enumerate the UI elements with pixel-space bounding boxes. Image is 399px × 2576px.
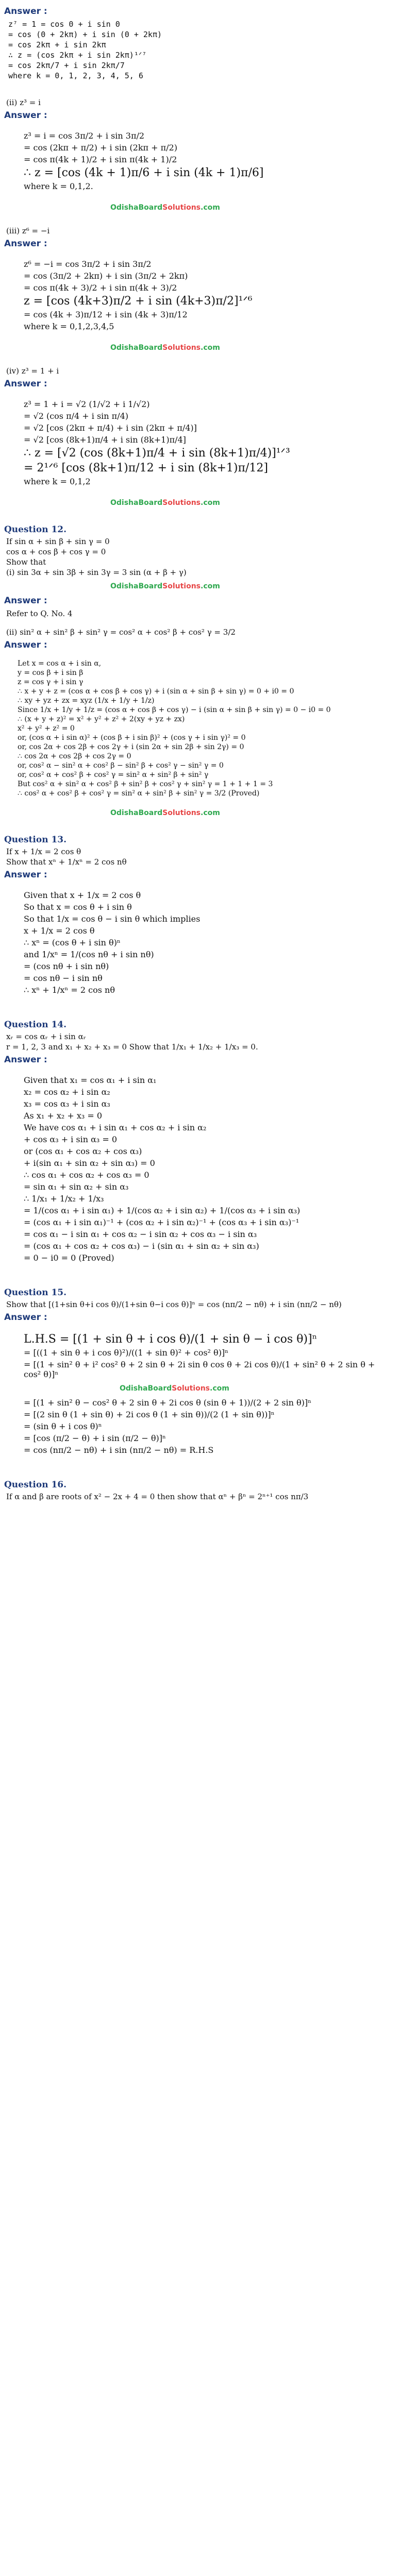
- q14-statement-1: xᵣ = cos αᵣ + i sin αᵣ: [6, 1032, 86, 1041]
- q12-answer2-box: [5, 653, 397, 804]
- q12-a2-line-9: or, (cos α + i sin α)² + (cos β + i sin β)² + (cos γ + i sin γ)² = 0: [18, 734, 246, 742]
- section-iii: [0, 222, 399, 362]
- q12-a2-line-12: or, cos² α − sin² α + cos² β − sin² β + cos² γ − sin² γ = 0: [18, 761, 224, 770]
- iv-line-7: where k = 0,1,2: [24, 477, 91, 486]
- intro-line-4: ∴ z = (cos 2kπ + i sin 2kπ)¹ᐟ⁷: [8, 50, 147, 60]
- q14-line-4: As x₁ + x₂ + x₃ = 0: [24, 1111, 103, 1121]
- q12-statement-4: (i) sin 3α + sin 3β + sin 3γ = 3 sin (α + β + γ): [6, 568, 187, 577]
- q14-line-14: = cos α₁ − i sin α₁ + cos α₂ − i sin α₂ + cos α₃ − i sin α₃: [24, 1229, 257, 1239]
- q15-answer-label: Answer :: [4, 1312, 47, 1323]
- q12-a2-line-6: Since 1/x + 1/y + 1/z = (cos α + cos β + cos γ) − i (sin α + sin β + sin γ) = 0 − i0 = 0: [18, 706, 331, 714]
- answer-box-ii: [5, 124, 397, 198]
- q14-line-1: Given that x₁ = cos α₁ + i sin α₁: [24, 1075, 157, 1085]
- watermark-brand-b: Solutions: [162, 204, 201, 212]
- q15-line-6: = (sin θ + i cos θ)ⁿ: [24, 1421, 102, 1431]
- q12-a2-line-1: Let x = cos α + i sin α,: [18, 659, 102, 668]
- watermark-brand-b: Solutions: [172, 1384, 210, 1393]
- q13-line-3: So that 1/x = cos θ − i sin θ which implies: [24, 914, 201, 924]
- q14-answer-label: Answer :: [4, 1055, 47, 1065]
- q12-a2-line-5: ∴ xy + yz + zx = xyz (1/x + 1/y + 1/z): [18, 697, 155, 705]
- watermark-brand-a: OdishaBoard: [110, 809, 163, 817]
- intro-line-2: = cos (0 + 2kπ) + i sin (0 + 2kπ): [8, 30, 162, 39]
- q12-a2-line-8: x² + y² + z² = 0: [18, 724, 75, 733]
- watermark-brand-a: OdishaBoard: [110, 582, 163, 590]
- watermark-suffix: .com: [201, 344, 220, 352]
- question-13-title: Question 13.: [4, 835, 67, 845]
- watermark-brand-b: Solutions: [162, 344, 201, 352]
- watermark: [110, 582, 397, 590]
- q13-statement-1: If x + 1/x = 2 cos θ: [6, 847, 81, 856]
- q15-statement: Show that [(1+sin θ+i cos θ)/(1+sin θ−i cos θ)]ⁿ = cos (nπ/2 − nθ) + i sin (nπ/2 − nθ): [6, 1300, 342, 1309]
- q15-line-3: = [(1 + sin² θ + i² cos² θ + 2 sin θ + 2i sin θ cos θ + 2i cos θ)/(1 + sin² θ + 2 sin θ + cos² θ)]ⁿ: [24, 1360, 375, 1379]
- watermark-suffix: .com: [201, 204, 220, 212]
- watermark-suffix: .com: [201, 809, 220, 817]
- iii-line-2: = cos (3π/2 + 2kπ) + i sin (3π/2 + 2kπ): [24, 271, 188, 281]
- q13-line-2: So that x = cos θ + i sin θ: [24, 902, 132, 912]
- iii-line-6: where k = 0,1,2,3,4,5: [24, 321, 114, 331]
- question-16-title: Question 16.: [4, 1480, 67, 1490]
- intro-line-1: z⁷ = 1 = cos 0 + i sin 0: [8, 20, 120, 29]
- iv-line-3: = √2 [cos (2kπ + π/4) + i sin (2kπ + π/4)]: [24, 423, 197, 433]
- q14-line-13: = (cos α₁ + i sin α₁)⁻¹ + (cos α₂ + i sin α₂)⁻¹ + (cos α₃ + i sin α₃)⁻¹: [24, 1217, 300, 1227]
- iii-line-1: z⁶ = −i = cos 3π/2 + i sin 3π/2: [24, 259, 152, 269]
- q12-a2-line-11: ∴ cos 2α + cos 2β + cos 2γ = 0: [18, 752, 131, 760]
- q14-line-15: = (cos α₁ + cos α₂ + cos α₃) − i (sin α₁ + sin α₂ + sin α₃): [24, 1241, 259, 1251]
- q15-line-7: = [cos (π/2 − θ) + i sin (π/2 − θ)]ⁿ: [24, 1433, 166, 1443]
- q15-line-2: = [((1 + sin θ + i cos θ)²)/((1 + sin θ)² + cos² θ)]ⁿ: [24, 1348, 229, 1358]
- q14-line-2: x₂ = cos α₂ + i sin α₂: [24, 1087, 110, 1097]
- watermark: [110, 344, 397, 352]
- q14-line-9: ∴ cos α₁ + cos α₂ + cos α₃ = 0: [24, 1170, 149, 1180]
- question-13: [0, 827, 399, 1012]
- iii-line-5: = cos (4k + 3)π/12 + i sin (4k + 3)π/12: [24, 310, 188, 319]
- q14-line-7: or (cos α₁ + cos α₂ + cos α₃): [24, 1146, 142, 1156]
- q12-answer-label: Answer :: [4, 596, 47, 606]
- q12-a2-line-13: or, cos² α + cos² β + cos² γ = sin² α + sin² β + sin² γ: [18, 771, 209, 779]
- q12-a2-line-2: y = cos β + i sin β: [18, 669, 84, 677]
- q14-line-10: = sin α₁ + sin α₂ + sin α₃: [24, 1182, 129, 1192]
- intro-line-3: = cos 2kπ + i sin 2kπ: [8, 40, 106, 49]
- answer-label-iv: Answer :: [4, 379, 47, 389]
- q13-line-4: x + 1/x = 2 cos θ: [24, 926, 95, 936]
- q15-line-8: = cos (nπ/2 − nθ) + i sin (nπ/2 − nθ) = R.H.S: [24, 1445, 214, 1455]
- watermark-suffix: .com: [201, 499, 220, 507]
- iv-line-4: = √2 [cos (8k+1)π/4 + i sin (8k+1)π/4]: [24, 435, 186, 445]
- question-iii: (iii) z⁶ = −i: [6, 226, 50, 235]
- section-iv: [0, 362, 399, 517]
- q12-ii: (ii) sin² α + sin² β + sin² γ = cos² α + cos² β + cos² γ = 3/2: [6, 628, 236, 637]
- intro-line-5: = cos 2kπ/7 + i sin 2kπ/7: [8, 61, 125, 70]
- section-ii: [0, 94, 399, 222]
- iii-line-3: = cos π(4k + 3)/2 + i sin π(4k + 3)/2: [24, 283, 177, 293]
- answer-label-iii: Answer :: [4, 239, 47, 249]
- question-iv: (iv) z³ = 1 + i: [6, 366, 59, 376]
- iv-line-2: = √2 (cos π/4 + i sin π/4): [24, 411, 128, 421]
- question-12-title: Question 12.: [4, 524, 67, 535]
- q12-answer-ref: Refer to Q. No. 4: [6, 609, 73, 618]
- q13-statement-2: Show that xⁿ + 1/xⁿ = 2 cos nθ: [6, 857, 127, 867]
- intro-answer: [0, 0, 399, 87]
- watermark-suffix: .com: [201, 582, 220, 590]
- q12-a2-line-14: But cos² α + sin² α + cos² β + sin² β + cos² γ + sin² γ = 1 + 1 + 1 = 3: [18, 780, 273, 788]
- q14-line-6: + cos α₃ + i sin α₃ = 0: [24, 1134, 118, 1144]
- q12-a2-line-4: ∴ x + y + z = (cos α + cos β + cos γ) + i (sin α + sin β + sin γ) = 0 + i0 = 0: [18, 687, 294, 696]
- q12-a2-line-3: z = cos γ + i sin γ: [18, 678, 84, 686]
- ii-line-1: z³ = i = cos 3π/2 + i sin 3π/2: [24, 131, 145, 141]
- iv-line-5: ∴ z = [√2 (cos (8k+1)π/4 + i sin (8k+1)π/4)]¹ᐟ³: [24, 447, 290, 460]
- iv-line-6: = 2¹ᐟ⁶ [cos (8k+1)π/12 + i sin (8k+1)π/12]: [24, 462, 268, 474]
- q15-line-5: = [(2 sin θ (1 + sin θ) + 2i cos θ (1 + sin θ))/(2 (1 + sin θ))]ⁿ: [24, 1410, 275, 1419]
- q14-statement-2: r = 1, 2, 3 and x₁ + x₂ + x₃ = 0 Show that 1/x₁ + 1/x₂ + 1/x₃ = 0.: [6, 1042, 258, 1052]
- question-15-title: Question 15.: [4, 1287, 67, 1298]
- q13-line-7: = (cos nθ + i sin nθ): [24, 961, 109, 971]
- q13-line-8: = cos nθ − i sin nθ: [24, 973, 103, 983]
- q14-line-3: x₃ = cos α₃ + i sin α₃: [24, 1099, 110, 1109]
- q13-line-9: ∴ xⁿ + 1/xⁿ = 2 cos nθ: [24, 985, 115, 995]
- q12-a2-line-10: or, cos 2α + cos 2β + cos 2γ + i (sin 2α + sin 2β + sin 2γ) = 0: [18, 743, 244, 751]
- question-ii: (ii) z³ = i: [6, 98, 41, 107]
- q14-line-11: ∴ 1/x₁ + 1/x₂ + 1/x₃: [24, 1194, 104, 1204]
- question-12: [0, 517, 399, 827]
- question-16: [0, 1472, 399, 1507]
- iv-line-1: z³ = 1 + i = √2 (1/√2 + i 1/√2): [24, 399, 150, 409]
- watermark-brand-a: OdishaBoard: [110, 344, 163, 352]
- watermark-brand-b: Solutions: [162, 582, 201, 590]
- answer-label: Answer :: [4, 6, 47, 16]
- watermark: [110, 499, 397, 507]
- q12-a2-line-15: ∴ cos² α + cos² β + cos² γ = sin² α + sin² β + sin² γ = 3/2 (Proved): [18, 789, 260, 798]
- q15-line-1: L.H.S = [(1 + sin θ + i cos θ)/(1 + sin θ − i cos θ)]ⁿ: [24, 1333, 318, 1346]
- q13-line-1: Given that x + 1/x = 2 cos θ: [24, 890, 141, 900]
- intro-line-6: where k = 0, 1, 2, 3, 4, 5, 6: [8, 71, 143, 80]
- watermark: [110, 204, 397, 212]
- q12-statement-1: If sin α + sin β + sin γ = 0: [6, 537, 110, 546]
- q15-line-4: = [(1 + sin² θ − cos² θ + 2 sin θ + 2i cos θ (sin θ + 1))/(2 + 2 sin θ)]ⁿ: [24, 1398, 312, 1408]
- q12-statement-2: cos α + cos β + cos γ = 0: [6, 547, 106, 556]
- q12-statement-3: Show that: [6, 557, 46, 567]
- answer-box-iii: [5, 252, 397, 338]
- q14-line-8: + i(sin α₁ + sin α₂ + sin α₃) = 0: [24, 1158, 155, 1168]
- watermark: [120, 1384, 391, 1393]
- question-15: [0, 1280, 399, 1472]
- q15-answer-box: [5, 1326, 397, 1462]
- q13-answer-label: Answer :: [4, 870, 47, 880]
- q12-a2-line-7: ∴ (x + y + z)² = x² + y² + z² + 2(xy + yz + zx): [18, 715, 185, 723]
- q14-line-16: = 0 − i0 = 0 (Proved): [24, 1253, 114, 1263]
- watermark-brand-b: Solutions: [162, 809, 201, 817]
- question-14: [0, 1012, 399, 1280]
- q13-line-6: and 1/xⁿ = 1/(cos nθ + i sin nθ): [24, 950, 154, 959]
- q14-answer-box: [5, 1068, 397, 1270]
- q14-line-12: = 1/(cos α₁ + i sin α₁) + 1/(cos α₂ + i sin α₂) + 1/(cos α₃ + i sin α₃): [24, 1206, 301, 1215]
- watermark-brand-b: Solutions: [162, 499, 201, 507]
- ii-line-2: = cos (2kπ + π/2) + i sin (2kπ + π/2): [24, 143, 177, 152]
- ii-line-4: ∴ z = [cos (4k + 1)π/6 + i sin (4k + 1)π/6]: [24, 166, 264, 179]
- watermark-brand-a: OdishaBoard: [110, 499, 163, 507]
- q13-answer-box: [5, 883, 397, 1002]
- iii-line-4: z = [cos (4k+3)π/2 + i sin (4k+3)π/2]¹ᐟ⁶: [24, 295, 253, 308]
- q12-answer2-label: Answer :: [4, 640, 47, 650]
- ii-line-3: = cos π(4k + 1)/2 + i sin π(4k + 1)/2: [24, 155, 177, 164]
- answer-box-iv: [5, 392, 397, 494]
- answer-label-ii: Answer :: [4, 110, 47, 121]
- ii-line-5: where k = 0,1,2.: [24, 181, 93, 191]
- q13-line-5: ∴ xⁿ = (cos θ + i sin θ)ⁿ: [24, 938, 121, 947]
- q16-statement: If α and β are roots of x² − 2x + 4 = 0 then show that αⁿ + βⁿ = 2ⁿ⁺¹ cos nπ/3: [6, 1492, 309, 1501]
- q14-line-5: We have cos α₁ + i sin α₁ + cos α₂ + i sin α₂: [24, 1123, 207, 1132]
- watermark: [110, 809, 397, 817]
- watermark-suffix: .com: [210, 1384, 229, 1393]
- watermark-brand-a: OdishaBoard: [120, 1384, 172, 1393]
- watermark-brand-a: OdishaBoard: [110, 204, 163, 212]
- question-14-title: Question 14.: [4, 1020, 67, 1030]
